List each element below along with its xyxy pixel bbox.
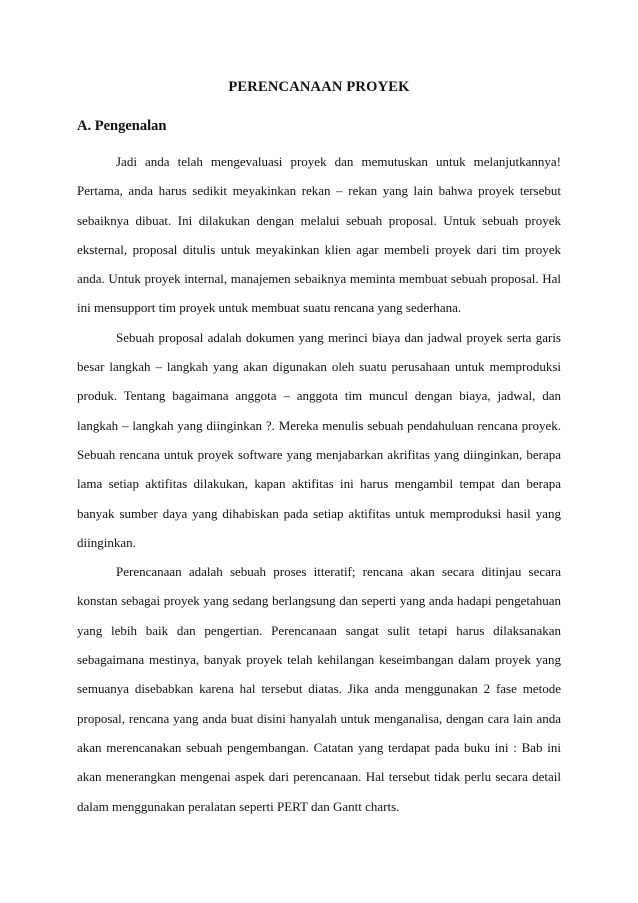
page-title: PERENCANAAN PROYEK [228, 79, 410, 95]
paragraph-introduction: Jadi anda telah mengevaluasi proyek dan memutuskan untuk melanjutkannya! Pertama, anda harus sedikit meyakinkan rekan – rekan yang lain bahwa proyek tersebut sebaiknya dibuat. Ini dilakukan dengan melalui sebuah proposal. Untuk sebuah proyek eksternal, proposal ditulis untuk meyakinkan klien agar membeli proyek dari tim proyek anda. Untuk proyek internal, manajemen sebaiknya meminta membuat sebuah proposal. Hal ini mensupport tim proyek untuk membuat suatu rencana yang sederhana. [77, 154, 561, 316]
section-heading: A. Pengenalan [77, 118, 167, 134]
body-text [77, 147, 561, 821]
paragraph-proposal: Sebuah proposal adalah dokumen yang merinci biaya dan jadwal proyek serta garis besar langkah – langkah yang akan digunakan oleh suatu perusahaan untuk memproduksi produk. Tentang bagaimana anggota – anggota tim muncul dengan biaya, jadwal, dan langkah – langkah yang diinginkan ?. Mereka menulis sebuah pendahuluan rencana proyek. Sebuah rencana untuk proyek software yang menjabarkan akrifitas yang diinginkan, berapa lama setiap aktifitas dilakukan, kapan aktifitas ini harus mengambil tempat dan berapa banyak sumber daya yang dihabiskan pada setiap aktifitas untuk memproduksi hasil yang diinginkan. [77, 329, 561, 550]
paragraph-planning: Perencanaan adalah sebuah proses itteratif; rencana akan secara ditinjau secara konstan sebagai proyek yang sedang berlangsung dan seperti yang anda hadapi pengetahuan yang lebih baik dan pengertian. Perencanaan sangat sulit tetapi harus dilaksanakan sebagaimana mestinya, banyak proyek telah kehilangan keseimbangan dalam proyek yang semuanya disebabkan karena hal tersebut diatas. Jika anda menggunakan 2 fase metode proposal, rencana yang anda buat disini hanyalah untuk menganalisa, dengan cara lain anda akan merencanakan sebuah pengembangan. Catatan yang terdapat pada buku ini : Bab ini akan menerangkan mengenai aspek dari perencanaan. Hal tersebut tidak perlu secara detail dalam menggunakan peralatan seperti PERT dan Gantt charts. [77, 564, 561, 814]
